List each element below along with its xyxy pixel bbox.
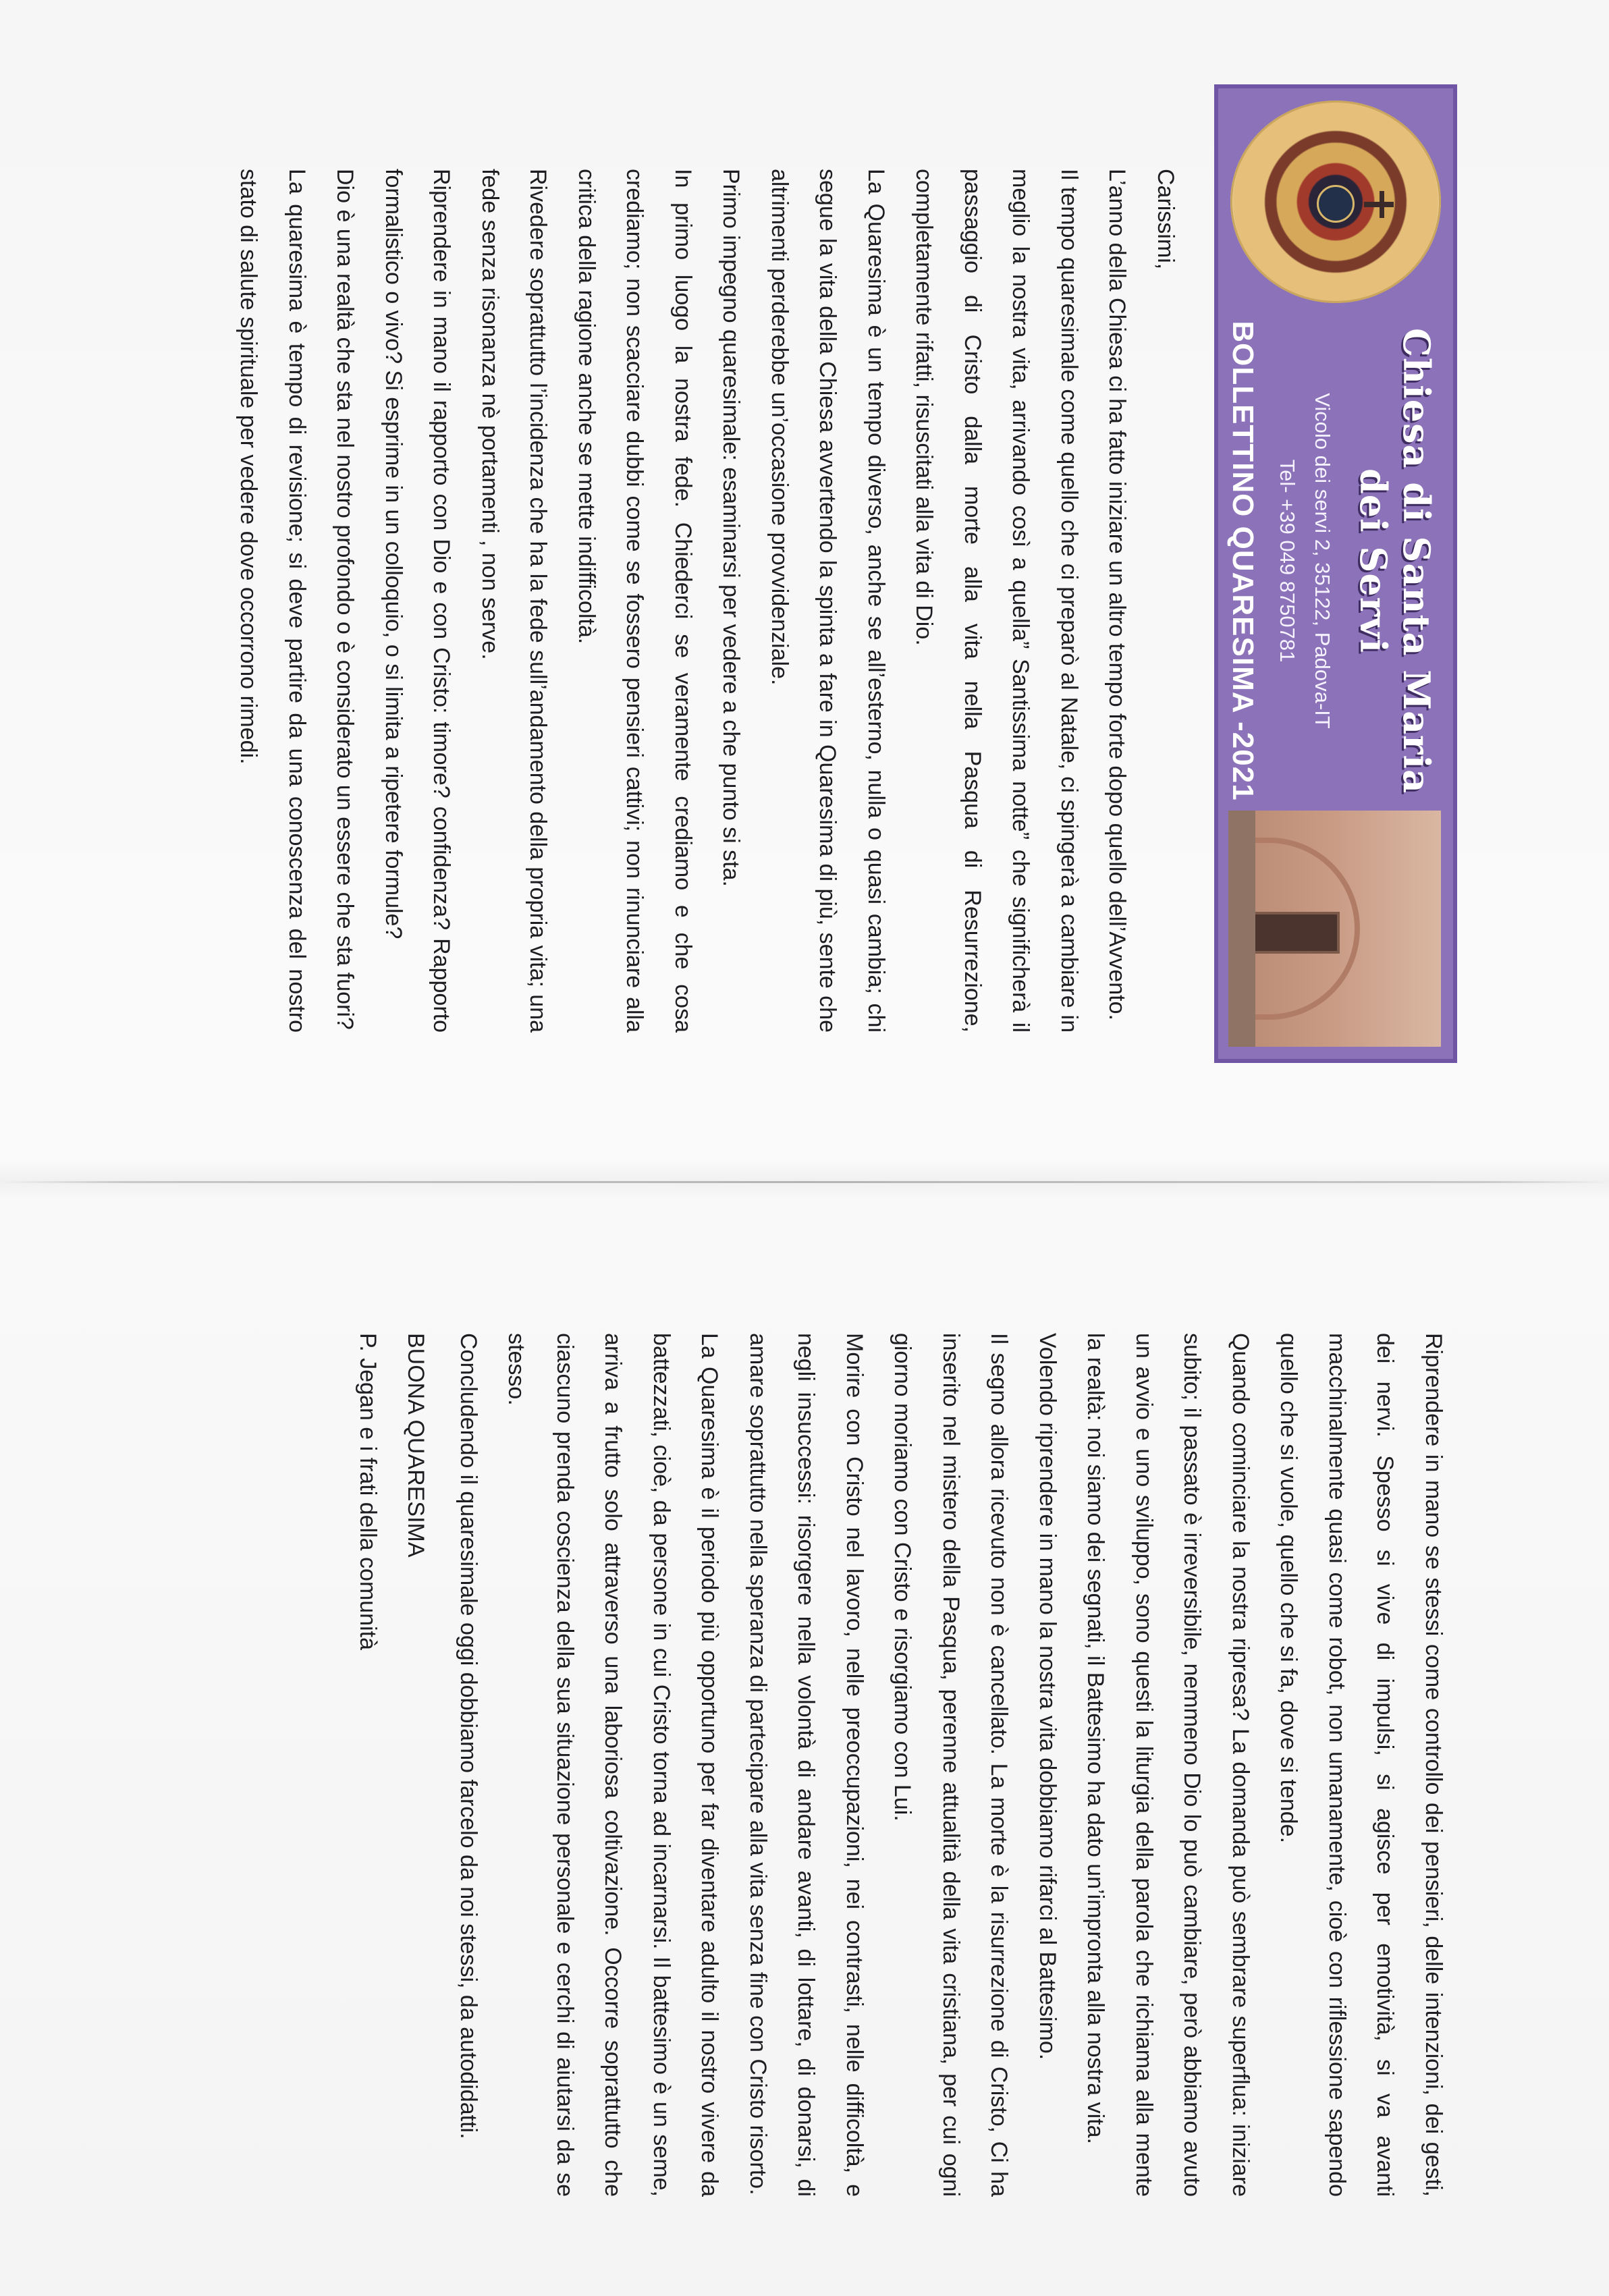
paragraph: L’anno della Chiesa ci ha fatto iniziare un altro tempo forte dopo quello dell’Avvento.: [1104, 169, 1130, 1020]
paragraph: Carissimi,: [1153, 169, 1178, 270]
church-phone: Tel- +39 049 8750781: [1276, 459, 1299, 663]
header-banner: [1214, 84, 1457, 1063]
monogram-icon: [1317, 185, 1355, 223]
paragraph: Rivedere soprattutto l’incidenza che ha la fede sull’andamento della propria vita; una fede senza risonanza nè portamenti , non serve.: [477, 169, 551, 1033]
paragraph: Morire con Cristo nel lavoro, nelle preoccupazioni, nei contrasti, nelle difficoltà, e negli insuccessi: risorgere nella volontà di andare avanti, di lottare, di donarsi, di amare soprattutto nella speranza di partecipare alla vita senza fine con Cristo risorto.: [745, 1333, 867, 2197]
paragraph: Il segno allora ricevuto non è cancellato. La morte è la risurrezione di Cristo, Ci ha inserito nel mistero della Pasqua, perenne attualità della vita cristiana, per cui ogni giorno moriamo con Cristo e risorgiamo con Lui.: [890, 1333, 1012, 2197]
right-column-text: [344, 1333, 1458, 2197]
paragraph: Primo impegno quaresimale: esaminarsi per vedere a che punto si sta.: [718, 169, 744, 887]
header-text: [1222, 318, 1438, 804]
paragraph: Il tempo quaresimale come quello che ci preparò al Natale, ci spingerà a cambiare in meglio la nostra vita, arrivando così a quella” Santissima notte” che significherà il passaggio di Cristo dalla morte alla vita nella Pasqua di Resurrezione, completamente rifatti, risuscitati alla vita di Dio.: [911, 169, 1082, 1033]
paragraph: Dio è una realtà che sta nel nostro profondo o è considerato un essere che sta fuori?: [332, 169, 358, 1030]
bulletin-title: BOLLETTINO QUARESIMA -2021: [1226, 321, 1259, 801]
seal-logo-image: [1230, 101, 1441, 303]
paragraph: In primo luogo la nostra fede. Chiederci se veramente crediamo e che cosa crediamo; non scacciare dubbi come se fossero pensieri cattivi; non rinunciare alla critica della ragione anche se mette indifficoltà.: [574, 169, 696, 1033]
fold-line: [0, 1181, 1609, 1183]
left-column-text: [224, 169, 1189, 1033]
paragraph: Riprendere in mano se stessi come controllo dei pensieri, delle intenzioni, dei gesti, dei nervi. Spesso si vive di impulsi, si agisce per emotività, si va avanti macchinalmente quasi come robot, non umanamente, cioè con riflessione sapendo quello che si vuole, quello che si fa, dove si tende.: [1276, 1333, 1446, 2197]
church-door: [1252, 912, 1340, 954]
signature: P. Jegan e i frati della comunità: [355, 1333, 381, 1650]
church-name: Chiesa di Santa Maria dei Servi: [1352, 327, 1438, 794]
paragraph: Riprendere in mano il rapporto con Dio e con Cristo: timore? confidenza? Rapporto formalistico o vivo? Si esprime in un colloquio, o si limita a ripetere formule?: [381, 169, 455, 1033]
paragraph: Quando cominciare la nostra ripresa? La domanda può sembrare superflua: iniziare subito; il passato è irreversibile, nemmeno Dio lo può cambiare, però abbiamo avuto un avvio e uno sviluppo, sono questi la liturgia della parola che richiama alla mente la realtà: noi siamo dei segnati, il Battesimo ha dato un’impronta alla nostra vita.: [1083, 1333, 1253, 2197]
paragraph: La Quaresima è il periodo più opportuno per far diventare adulto il nostro vivere da battezzati, cioè, da persone in cui Cristo torna ad incarnarsi. Il battesimo è un seme, arriva a frutto solo attraverso una laboriosa coltivazione. Occorre soprattutto che ciascuno prenda coscienza della sua situazione personale e cerchi di aiutarsi da se stesso.: [503, 1333, 723, 2197]
closing-greeting: BUONA QUARESIMA: [403, 1333, 429, 1558]
paragraph: La quaresima è tempo di revisione; si deve partire da una conoscenza del nostro stato di salute spirituale per vedere dove occorrono rimedi.: [236, 169, 310, 1033]
cross-bar-icon: [1380, 191, 1384, 218]
church-address: Vicolo dei servi 2, 35122, Padova-IT: [1311, 393, 1334, 729]
paragraph: Concludendo il quaresimale oggi dobbiamo farcelo da noi stessi, da autodidatti.: [456, 1333, 481, 2139]
paragraph: La Quaresima è un tempo diverso, anche se all’esterno, nulla o quasi cambia; chi segue la vita della Chiesa avvertendo la spinta a fare in Quaresima di più, sente che altrimenti perderebbe un’occasione provvidenziale.: [767, 169, 889, 1033]
church-photo: [1228, 811, 1441, 1047]
church-ground: [1228, 811, 1255, 1047]
cross-icon: [1364, 202, 1394, 207]
paragraph: Volendo riprendere in mano la nostra vita dobbiamo rifarci al Battesimo.: [1035, 1333, 1060, 2060]
